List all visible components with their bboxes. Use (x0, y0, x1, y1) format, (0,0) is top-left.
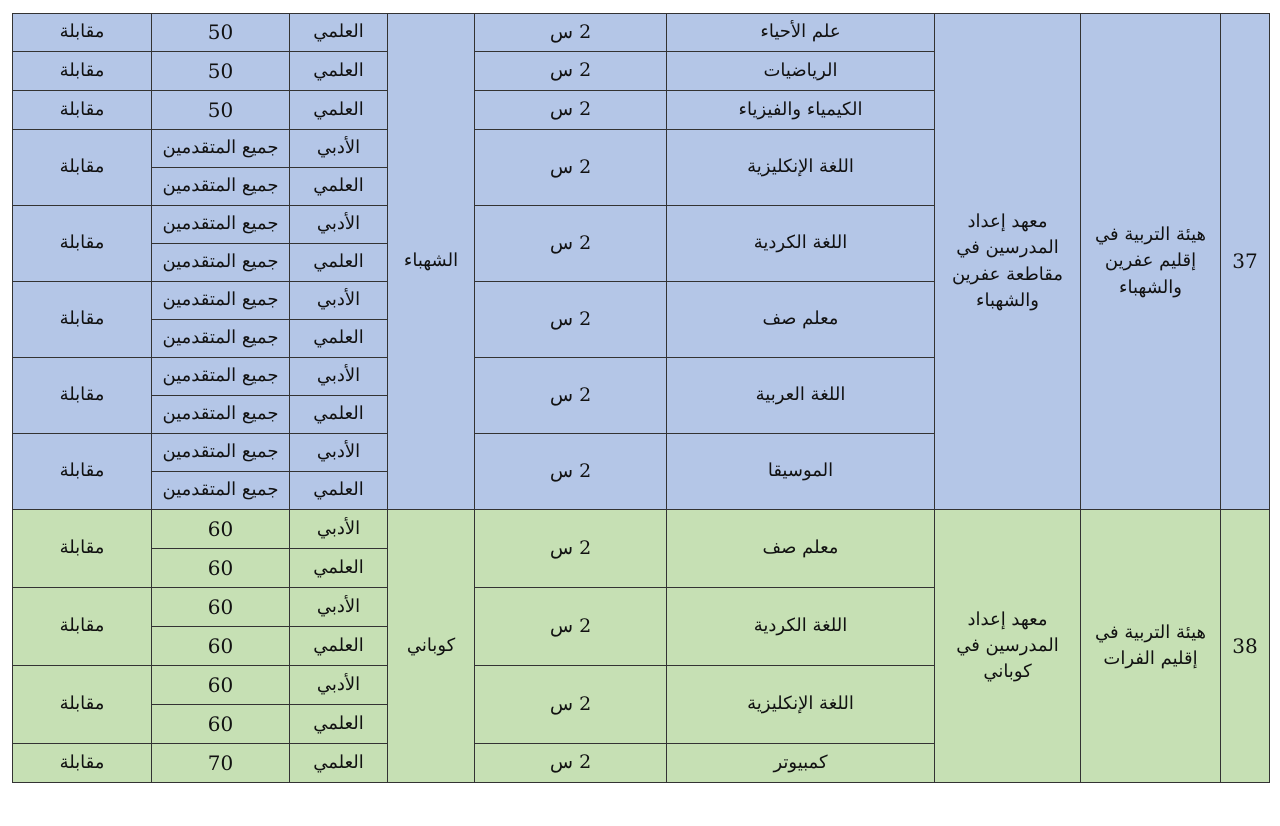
branch-cell: العلمي (290, 14, 388, 52)
duration-cell: 2 س (475, 358, 667, 434)
exam-cell: مقابلة (13, 14, 152, 52)
value-cell: 50 (152, 91, 290, 130)
exam-cell: مقابلة (13, 130, 152, 206)
city-cell: الشهباء (388, 14, 475, 510)
branch-cell: الأدبي (290, 434, 388, 472)
authority-cell: هيئة التربية في إقليم الفرات (1081, 510, 1221, 783)
value-cell: 50 (152, 52, 290, 91)
subject-cell: الموسيقا (667, 434, 935, 510)
subject-cell: اللغة الكردية (667, 206, 935, 282)
value-cell: جميع المتقدمين (152, 358, 290, 396)
block-number: 37 (1221, 14, 1270, 510)
exam-cell: مقابلة (13, 434, 152, 510)
value-cell: 60 (152, 549, 290, 588)
city-cell: كوباني (388, 510, 475, 783)
subject-cell: اللغة الإنكليزية (667, 666, 935, 744)
subject-cell: الكيمياء والفيزياء (667, 91, 935, 130)
duration-cell: 2 س (475, 52, 667, 91)
branch-cell: الأدبي (290, 130, 388, 168)
subject-cell: اللغة الإنكليزية (667, 130, 935, 206)
exam-cell: مقابلة (13, 744, 152, 783)
duration-cell: 2 س (475, 744, 667, 783)
duration-cell: 2 س (475, 510, 667, 588)
branch-cell: الأدبي (290, 510, 388, 549)
value-cell: 60 (152, 705, 290, 744)
block-number: 38 (1221, 510, 1270, 783)
exam-cell: مقابلة (13, 588, 152, 666)
branch-cell: العلمي (290, 320, 388, 358)
value-cell: 70 (152, 744, 290, 783)
branch-cell: العلمي (290, 52, 388, 91)
duration-cell: 2 س (475, 434, 667, 510)
branch-cell: الأدبي (290, 206, 388, 244)
value-cell: جميع المتقدمين (152, 434, 290, 472)
value-cell: جميع المتقدمين (152, 130, 290, 168)
duration-cell: 2 س (475, 666, 667, 744)
duration-cell: 2 س (475, 588, 667, 666)
value-cell: 60 (152, 627, 290, 666)
branch-cell: العلمي (290, 744, 388, 783)
institute-cell: معهد إعداد المدرسين في مقاطعة عفرين والشهباء (935, 14, 1081, 510)
exam-cell: مقابلة (13, 91, 152, 130)
institute-cell: معهد إعداد المدرسين في كوباني (935, 510, 1081, 783)
value-cell: 60 (152, 588, 290, 627)
subject-cell: علم الأحياء (667, 14, 935, 52)
value-cell: 60 (152, 510, 290, 549)
exam-cell: مقابلة (13, 666, 152, 744)
value-cell: جميع المتقدمين (152, 472, 290, 510)
branch-cell: العلمي (290, 472, 388, 510)
branch-cell: العلمي (290, 396, 388, 434)
branch-cell: العلمي (290, 244, 388, 282)
branch-cell: الأدبي (290, 588, 388, 627)
value-cell: 50 (152, 14, 290, 52)
value-cell: جميع المتقدمين (152, 168, 290, 206)
value-cell: جميع المتقدمين (152, 282, 290, 320)
duration-cell: 2 س (475, 282, 667, 358)
value-cell: جميع المتقدمين (152, 244, 290, 282)
subject-cell: معلم صف (667, 282, 935, 358)
value-cell: جميع المتقدمين (152, 396, 290, 434)
branch-cell: العلمي (290, 705, 388, 744)
branch-cell: العلمي (290, 627, 388, 666)
branch-cell: العلمي (290, 549, 388, 588)
schedule-table (12, 13, 1270, 783)
duration-cell: 2 س (475, 14, 667, 52)
subject-cell: اللغة الكردية (667, 588, 935, 666)
exam-cell: مقابلة (13, 510, 152, 588)
duration-cell: 2 س (475, 91, 667, 130)
subject-cell: اللغة العربية (667, 358, 935, 434)
exam-cell: مقابلة (13, 282, 152, 358)
branch-cell: الأدبي (290, 358, 388, 396)
value-cell: جميع المتقدمين (152, 206, 290, 244)
exam-cell: مقابلة (13, 52, 152, 91)
subject-cell: الرياضيات (667, 52, 935, 91)
branch-cell: العلمي (290, 91, 388, 130)
subject-cell: معلم صف (667, 510, 935, 588)
duration-cell: 2 س (475, 206, 667, 282)
branch-cell: الأدبي (290, 666, 388, 705)
branch-cell: الأدبي (290, 282, 388, 320)
duration-cell: 2 س (475, 130, 667, 206)
value-cell: جميع المتقدمين (152, 320, 290, 358)
exam-cell: مقابلة (13, 358, 152, 434)
authority-cell: هيئة التربية في إقليم عفرين والشهباء (1081, 14, 1221, 510)
value-cell: 60 (152, 666, 290, 705)
branch-cell: العلمي (290, 168, 388, 206)
table-row (13, 14, 1270, 52)
subject-cell: كمبيوتر (667, 744, 935, 783)
table-row (13, 510, 1270, 549)
exam-cell: مقابلة (13, 206, 152, 282)
